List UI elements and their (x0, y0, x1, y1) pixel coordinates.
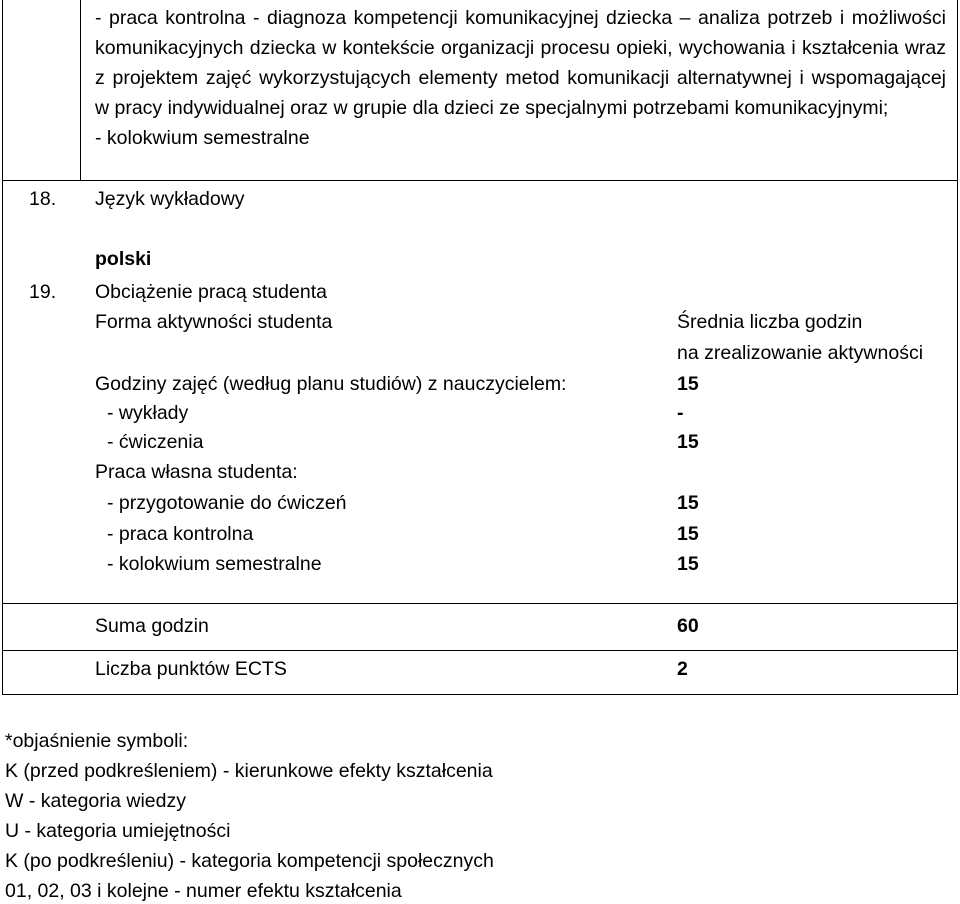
section19-number: 19. (29, 281, 57, 303)
table-left-border (2, 0, 3, 695)
exercises-value: 15 (677, 431, 699, 453)
sum-label: Suma godzin (95, 615, 209, 637)
section17-inner-left-border (80, 0, 81, 180)
lectures-value: - (677, 402, 684, 424)
section18-title: Język wykładowy (95, 188, 245, 210)
section17-line: w pracy indywidualnej oraz w grupie dla dzieci ze specjalnymi potrzebami komunikacyjnymi; (95, 97, 889, 119)
section18-value: polski (95, 248, 152, 270)
legend-item: K (przed podkreśleniem) - kierunkowe efekty kształcenia (5, 760, 493, 782)
own-work-label: Praca własna studenta: (95, 461, 298, 483)
table-bottom-border (2, 694, 958, 695)
test-work-value: 15 (677, 523, 699, 545)
colloquium-label: - kolokwium semestralne (107, 553, 322, 575)
section17-line: - praca kontrolna - diagnoza kompetencji komunikacyjnej dziecka – analiza potrzeb i możliwości (95, 7, 946, 29)
section17-line: komunikacyjnych dziecka w kontekście organizacji procesu opieki, wychowania i kształcenia wraz (95, 37, 946, 59)
table-right-border (957, 0, 958, 695)
section17-line: z projektem zajęć wykorzystujących elementy metod komunikacji alternatywnej i wspomagającej (95, 67, 946, 89)
contact-hours-label: Godziny zajęć (według planu studiów) z nauczycielem: (95, 373, 567, 395)
legend-item: 01, 02, 03 i kolejne - numer efektu kształcenia (5, 880, 402, 902)
col-hours-header-line1: Średnia liczba godzin (677, 311, 863, 333)
ects-label: Liczba punktów ECTS (95, 658, 287, 680)
section19-title: Obciążenie pracą studenta (95, 281, 327, 303)
section18-number: 18. (29, 188, 57, 210)
legend-item: W - kategoria wiedzy (5, 790, 186, 812)
prep-label: - przygotowanie do ćwiczeń (107, 492, 347, 514)
test-work-label: - praca kontrolna (107, 523, 254, 545)
contact-hours-value: 15 (677, 373, 699, 395)
ects-top-border (2, 650, 958, 651)
col-hours-header-line2: na zrealizowanie aktywności (677, 342, 924, 364)
col-activity-header: Forma aktywności studenta (95, 311, 333, 333)
sum-value: 60 (677, 615, 699, 637)
lectures-label: - wykłady (107, 402, 189, 424)
sum-top-border (2, 603, 958, 604)
exercises-label: - ćwiczenia (107, 431, 204, 453)
section17-line: - kolokwium semestralne (95, 127, 310, 149)
section17-bottom-border (2, 180, 958, 181)
colloquium-value: 15 (677, 553, 699, 575)
ects-value: 2 (677, 658, 688, 680)
legend-title: *objaśnienie symboli: (5, 730, 189, 752)
legend-item: K (po podkreśleniu) - kategoria kompetencji społecznych (5, 850, 494, 872)
legend-item: U - kategoria umiejętności (5, 820, 231, 842)
prep-value: 15 (677, 492, 699, 514)
